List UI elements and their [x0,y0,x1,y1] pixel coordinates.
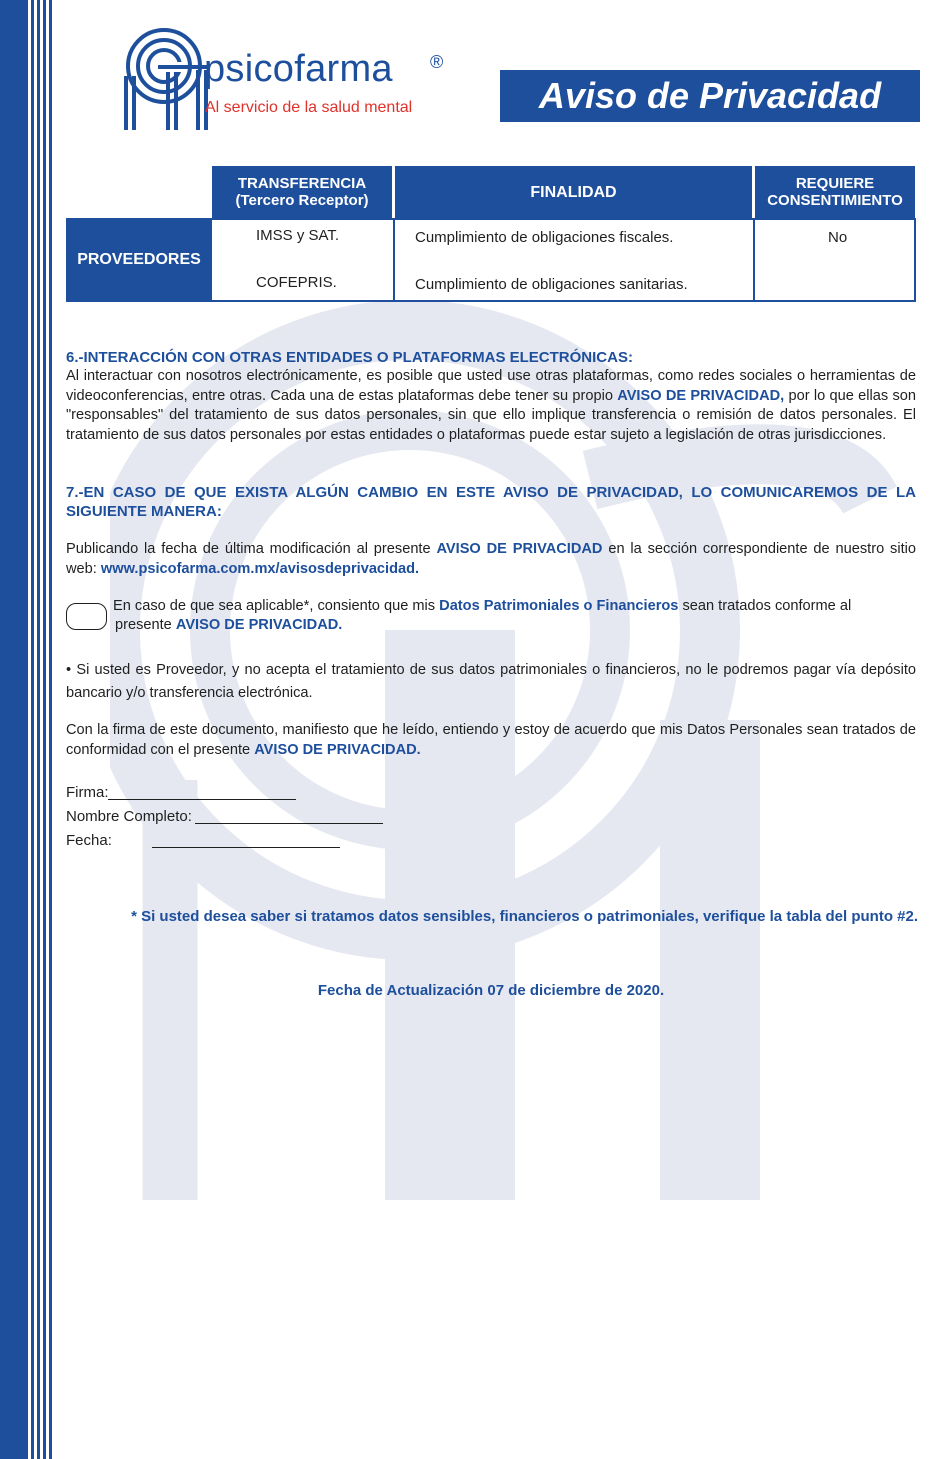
section-6-text [66,367,916,445]
header-transfer-line1: TRANSFERENCIA [237,175,367,192]
consent-text-line2 [115,616,915,636]
signature-label: Firma: [66,784,109,801]
left-stripe-4 [49,0,52,1459]
consent-text-middle: sean tratados conforme al [682,598,852,614]
full-name-line[interactable] [195,823,383,824]
row-label-proveedores: PROVEEDORES [66,218,212,302]
agreement-text-body: Con la firma de este documento, manifiesto que he leído, entiendo y estoy de acuerdo que mis Datos Personales sean tratados de conformidad con el presente [66,722,916,758]
left-stripe-1 [31,0,34,1459]
cell-purpose-2: Cumplimiento de obligaciones sanitarias. [415,276,688,293]
agreement-text [66,721,916,760]
page-title: Aviso de Privacidad [500,70,920,122]
provider-note: • Si usted es Proveedor, y no acepta el tratamiento de sus datos patrimoniales o financieros, no le podremos pagar vía depósito bancario y/o transferencia electrónica. [66,662,916,701]
full-name-label: Nombre Completo: [66,808,192,825]
consent-text-line2-before: presente [115,617,172,633]
cell-consent-1: No [828,229,848,246]
header-consent-line2: CONSENTIMIENTO [767,192,903,209]
date-line[interactable] [152,847,340,848]
brand-tagline: Al servicio de la salud mental [205,99,413,116]
consent-highlight-1: Datos Patrimoniales o Financieros [439,598,679,614]
section-7-text [66,540,916,579]
consent-highlight-2: AVISO DE PRIVACIDAD. [175,617,343,633]
consent-text [113,597,913,617]
date-label: Fecha: [66,832,112,849]
left-stripe-thick [0,0,28,1459]
footnote: * Si usted desea saber si tratamos datos sensibles, financieros o patrimoniales, verifique la tabla del punto #2. [131,908,918,925]
brand-name: psicofarma [204,48,393,90]
section-7-highlight: AVISO DE PRIVACIDAD [436,541,603,557]
section-7-title: 7.-EN CASO DE QUE EXISTA ALGÚN CAMBIO EN ESTE AVISO DE PRIVACIDAD, LO COMUNICAREMOS DE LA SIGUIENTE MANERA: [66,484,916,520]
signature-line[interactable] [108,799,296,800]
table-divider-2 [753,218,755,302]
header-transfer-line2: (Tercero Receptor) [235,192,369,209]
consent-text-before: En caso de que sea aplicable*, consiento que mis [113,598,436,614]
consent-checkbox[interactable] [66,603,107,630]
psicofarma-logo-icon [118,26,210,134]
cell-receiver-2: COFEPRIS. [256,274,337,291]
cell-receiver-1: IMSS y SAT. [256,227,340,244]
section-6-highlight: AVISO DE PRIVACIDAD, [617,387,785,404]
left-stripe-2 [37,0,40,1459]
table-divider-1 [393,218,395,302]
section-6-text-before: Al interactuar con nosotros electrónicamente, es posible que usted use otras plataformas, como redes sociales o herramientas de videoconferencias, entre otras. Cada una de estas plataformas debe tener su propio [66,368,916,404]
agreement-highlight: AVISO DE PRIVACIDAD. [254,741,421,758]
cell-purpose-1: Cumplimiento de obligaciones fiscales. [415,229,674,246]
brand-registered-mark: ® [430,52,444,72]
section-7-text-before: Publicando la fecha de última modificación al presente [66,541,431,557]
website-link[interactable]: www.psicofarma.com.mx/avisosdeprivacidad. [100,560,420,577]
update-date: Fecha de Actualización 07 de diciembre de 2020. [317,982,665,999]
left-stripe-3 [43,0,46,1459]
header-consent [755,166,915,218]
section-6-title: 6.-INTERACCIÓN CON OTRAS ENTIDADES O PLATAFORMAS ELECTRÓNICAS: [66,349,633,366]
header-purpose: FINALIDAD [395,166,752,218]
section-6-text-after: por lo que ellas son "responsables" del tratamiento de sus datos personales, sin que ello implique transferencia o remisión de datos personales. El tratamiento de sus datos personales por estas entidades o plataformas puede estar sujeto a legislación de otras jurisdicciones. [66,387,916,443]
header-consent-line1: REQUIERE [795,175,875,192]
section-7-text-middle: en la sección correspondiente de nuestro sitio web: [66,541,916,577]
header-transfer [212,166,392,218]
